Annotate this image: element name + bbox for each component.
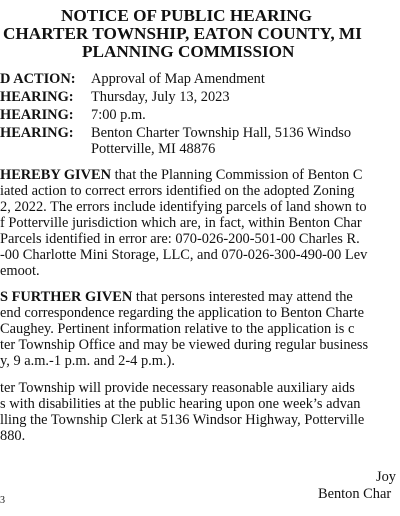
notice-title: NOTICE OF PUBLIC HEARING	[61, 6, 312, 25]
paragraph1-line4: f Potterville jurisdiction which are, in fact, within Benton Char	[0, 215, 362, 231]
paragraph3-line4: 880.	[0, 428, 26, 444]
signature-name: Joy	[376, 469, 396, 485]
detail-label: D ACTION:	[0, 71, 76, 87]
paragraph3-line1: ter Township will provide necessary reasonable auxiliary aids	[0, 380, 355, 396]
footer-code: 3	[0, 495, 5, 506]
detail-value: Approval of Map Amendment	[91, 71, 265, 87]
detail-time-of-hearing	[0, 107, 74, 123]
paragraph1-line1-text: that the Planning Commission of Benton C	[111, 167, 363, 183]
detail-value: 7:00 p.m.	[91, 107, 146, 123]
notice-commission: PLANNING COMMISSION	[82, 42, 295, 61]
detail-value: Benton Charter Township Hall, 5136 Windso	[91, 125, 352, 141]
paragraph2-line4: ter Township Office and may be viewed during regular business	[0, 337, 369, 353]
detail-label: HEARING:	[0, 107, 74, 123]
detail-place-of-hearing	[0, 125, 74, 141]
detail-label: HEARING:	[0, 89, 74, 105]
detail-label: HEARING:	[0, 125, 74, 141]
paragraph1-lead: HEREBY GIVEN	[0, 167, 112, 183]
detail-value: Thursday, July 13, 2023	[91, 89, 230, 105]
paragraph2-line3: Caughey. Pertinent information relative to the application is c	[0, 321, 355, 337]
paragraph3-line2: s with disabilities at the public hearing upon one week’s advan	[0, 396, 361, 412]
paragraph2-lead: S FURTHER GIVEN	[0, 289, 133, 305]
paragraph1-line7: emoot.	[0, 263, 40, 279]
paragraph1-line2: iated action to correct errors identified on the adopted Zoning	[0, 183, 355, 199]
paragraph2-line1-text: that persons interested may attend the	[132, 289, 353, 305]
detail-value-continued: Potterville, MI 48876	[91, 141, 216, 157]
detail-requested-action	[0, 71, 76, 87]
detail-date-of-hearing	[0, 89, 74, 105]
notice-township-county: CHARTER TOWNSHIP, EATON COUNTY, MI	[3, 24, 362, 43]
paragraph3-line3: lling the Township Clerk at 5136 Windsor Highway, Potterville	[0, 412, 365, 428]
paragraph1-line5: Parcels identified in error are: 070-026-200-501-00 Charles R.	[0, 231, 360, 247]
signature-organization: Benton Char	[318, 486, 392, 502]
paragraph1-line3: 2, 2022. The errors include identifying parcels of land shown to	[0, 199, 367, 215]
paragraph1-line6: -00 Charlotte Mini Storage, LLC, and 070-026-300-490-00 Lev	[0, 247, 368, 263]
paragraph1-line1	[0, 167, 362, 183]
paragraph2-line2: end correspondence regarding the application to Benton Charte	[0, 305, 365, 321]
paragraph2-line5: y, 9 a.m.-1 p.m. and 2-4 p.m.).	[0, 353, 175, 369]
paragraph2-line1	[0, 289, 353, 305]
